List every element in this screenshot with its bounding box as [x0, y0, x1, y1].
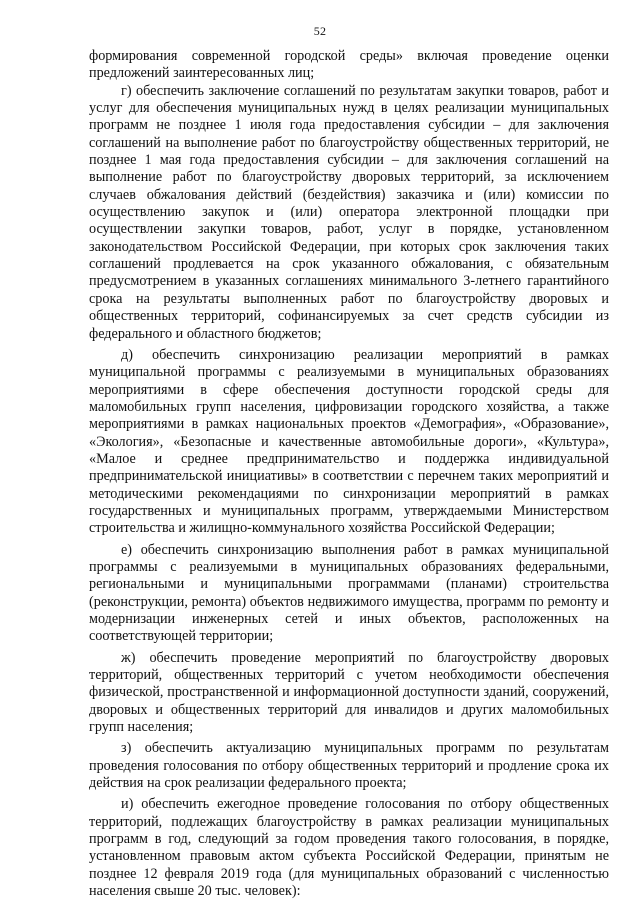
paragraph-item-z: з) обеспечить актуализацию муниципальных программ по результатам проведения голосования по отбору общественных территорий и продление срока их действия на срок реализации федерального проекта;	[89, 740, 609, 792]
paragraph-item-e: е) обеспечить синхронизацию выполнения работ в рамках муниципальной программы с реализуемыми в муниципальных образованиях федеральными, региональными и муниципальными программами (планами) строительства (реконструкции, ремонта) объектов недвижимого имущества, программ по ремонту и модернизации инженерных сетей и иных объектов, расположенных на соответствующей территории;	[89, 541, 609, 645]
page-number: 52	[313, 24, 327, 38]
paragraph-continuation: формирования современной городской среды» включая проведение оценки предложений заинтересованных лиц;	[89, 48, 609, 82]
paragraph-item-g: г) обеспечить заключение соглашений по результатам закупки товаров, работ и услуг для обеспечения муниципальных нужд в целях реализации муниципальных программ не позднее 1 июля года предоставления субсидии – для заключения соглашений на выполнение работ по благоустройству общественных территорий, не позднее 1 мая года предоставления субсидии – для заключения соглашений на выполнение работ по благоустройству дворовых территорий, за исключением случаев обжалования действий (бездействия) заказчика и (или) комиссии по осуществлению закупок и (или) оператора электронной площадки при осуществлении закупки товаров, работ, услуг в порядке, установленном законодательством Российской Федерации, при которых срок заключения таких соглашений продлевается на срок указанного обжалования, с обязательным предусмотрением в указанных соглашениях минимального 3-летнего гарантийного срока на результаты выполненных работ по благоустройству дворовых и общественных территорий, софинансируемых за счет средств субсидии из федерального и областного бюджетов;	[89, 82, 609, 342]
paragraph-item-zh: ж) обеспечить проведение мероприятий по благоустройству дворовых территорий, общественных территорий с учетом необходимости обеспечения физической, пространственной и информационной доступности зданий, сооружений, дворовых и общественных территорий для инвалидов и других маломобильных групп населения;	[89, 649, 609, 736]
paragraph-item-i: и) обеспечить ежегодное проведение голосования по отбору общественных территорий, подлежащих благоустройству в рамках реализации муниципальных программ в год, следующий за годом проведения такого голосования, в порядке, установленном правовым актом субъекта Российской Федерации, принятым не позднее 12 февраля 2019 года (для муниципальных образований с численностью населения свыше 20 тыс. человек):	[89, 796, 609, 900]
document-body	[89, 48, 609, 901]
paragraph-item-d: д) обеспечить синхронизацию реализации мероприятий в рамках муниципальной программы с реализуемыми в муниципальных образованиях мероприятиями в сфере обеспечения доступности городской среды для маломобильных групп населения, цифровизации городского хозяйства, а также мероприятиями в рамках национальных проектов «Демография», «Образование», «Экология», «Безопасные и качественные автомобильные дороги», «Культура», «Малое и среднее предпринимательство и поддержка индивидуальной предпринимательской инициативы» в соответствии с перечнем таких мероприятий и методическими рекомендациями по синхронизации мероприятий в рамках государственных и муниципальных программ, утверждаемыми Министерством строительства и жилищно-коммунального хозяйства Российской Федерации;	[89, 346, 609, 537]
